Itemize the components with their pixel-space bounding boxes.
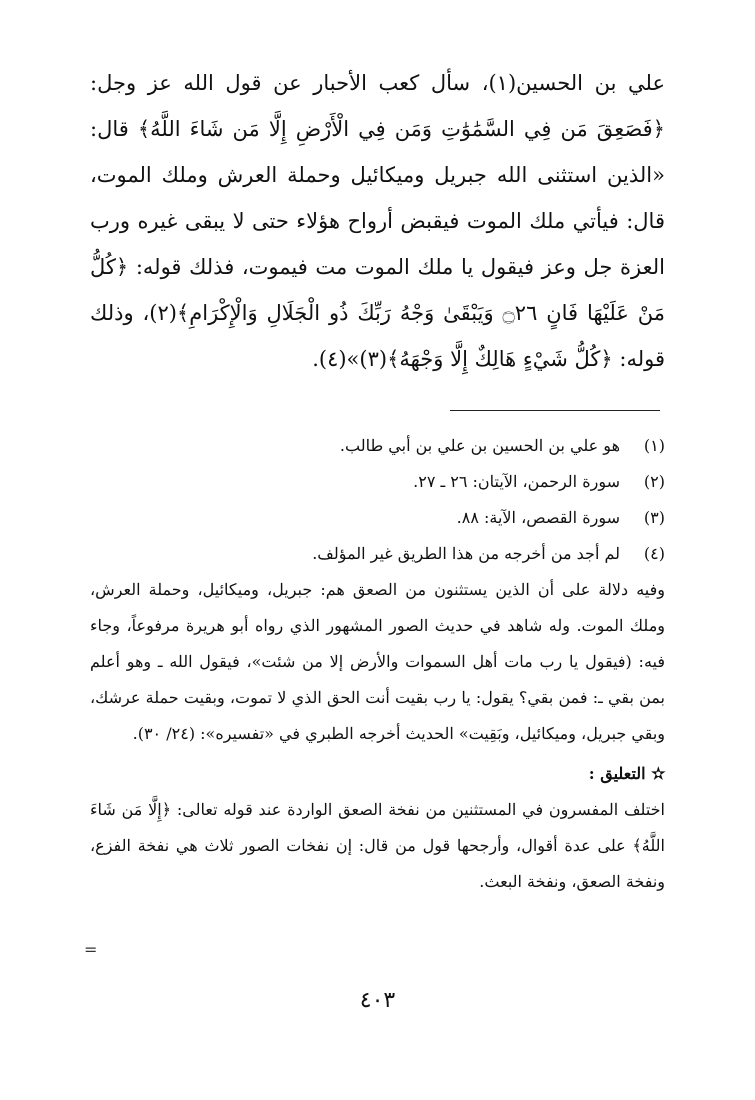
footnote-text: سورة الرحمن، الآيتان: ٢٦ ـ ٢٧.: [413, 472, 620, 491]
footnote-text: سورة القصص، الآية: ٨٨.: [456, 508, 620, 527]
footnote-continuation: وفيه دلالة على أن الذين يستثنون من الصعق هم: جبريل، وميكائيل، وحملة العرش، وملك الموت. وله شاهد في حديث الصور المشهور الذي رواه أبو هريرة مرفوعاً، وجاء فيه: (فيقول يا رب مات أهل السموات والأرض إلا من شئت»، فيقول الله ـ وهو أعلم بمن بقي ـ: فمن بقي؟ يقول: يا رب بقيت أنت الحق الذي لا تموت، وبقيت حملة عرشك، وبقي جبريل، وميكائيل، وبَقِيت» الحديث أخرجه الطبري في «تفسيره»: (٢٤/ ٣٠).: [90, 580, 665, 743]
comment-text: اختلف المفسرون في المستثنين من نفخة الصعق الواردة عند قوله تعالى: ﴿إِلَّا مَن شَاءَ اللَّهُ﴾ على عدة أقوال، وأرجحها قول من قال: إن نفخات الصور ثلاث هي نفخة الفزع، ونفخة الصعق، ونفخة البعث.: [90, 800, 665, 891]
star-icon: ✫: [651, 764, 665, 783]
footnote-number: (٤): [643, 544, 665, 563]
footnote-number: (١): [643, 436, 665, 455]
footnote-item: [90, 464, 665, 500]
comment-title: التعليق :: [588, 764, 646, 783]
footnote-text: هو علي بن الحسين بن علي بن أبي طالب.: [339, 436, 620, 455]
main-paragraph: علي بن الحسين(١)، سأل كعب الأحبار عن قول الله عز وجل: ﴿فَصَعِقَ مَن فِي السَّمَٰوَٰتِ وَمَن فِي الْأَرْضِ إِلَّا مَن شَاءَ اللَّهُ﴾ قال: «الذين استثنى الله جبريل وميكائيل وحملة العرش وملك الموت، قال: فيأتي ملك الموت فيقبض أرواح هؤلاء حتى لا يبقى غيره ورب العزة جل وعز فيقول يا ملك الموت مت فيموت، فذلك قوله: ﴿كُلُّ مَنْ عَلَيْهَا فَانٍ ۝٢٦ وَيَبْقَىٰ وَجْهُ رَبِّكَ ذُو الْجَلَالِ وَالْإِكْرَامِ﴾(٢)، وذلك قوله: ﴿كُلُّ شَيْءٍ هَالِكٌ إِلَّا وَجْهَهُ﴾(٣)»(٤).: [90, 71, 665, 371]
page-number: ٤٠٣: [359, 988, 396, 1013]
margin-mark: =: [84, 940, 98, 959]
comment-heading: [90, 756, 665, 792]
footnote-item: [90, 500, 665, 536]
footnotes: [90, 428, 665, 900]
footnote-text: لم أجد من أخرجه من هذا الطريق غير المؤلف.: [312, 544, 620, 563]
footnote-number: (٢): [643, 472, 665, 491]
main-text: [90, 60, 665, 382]
footnote-item: [90, 428, 665, 464]
footnote-divider: [450, 410, 660, 411]
footnote-number: (٣): [643, 508, 665, 527]
footnote-item: [90, 536, 665, 572]
